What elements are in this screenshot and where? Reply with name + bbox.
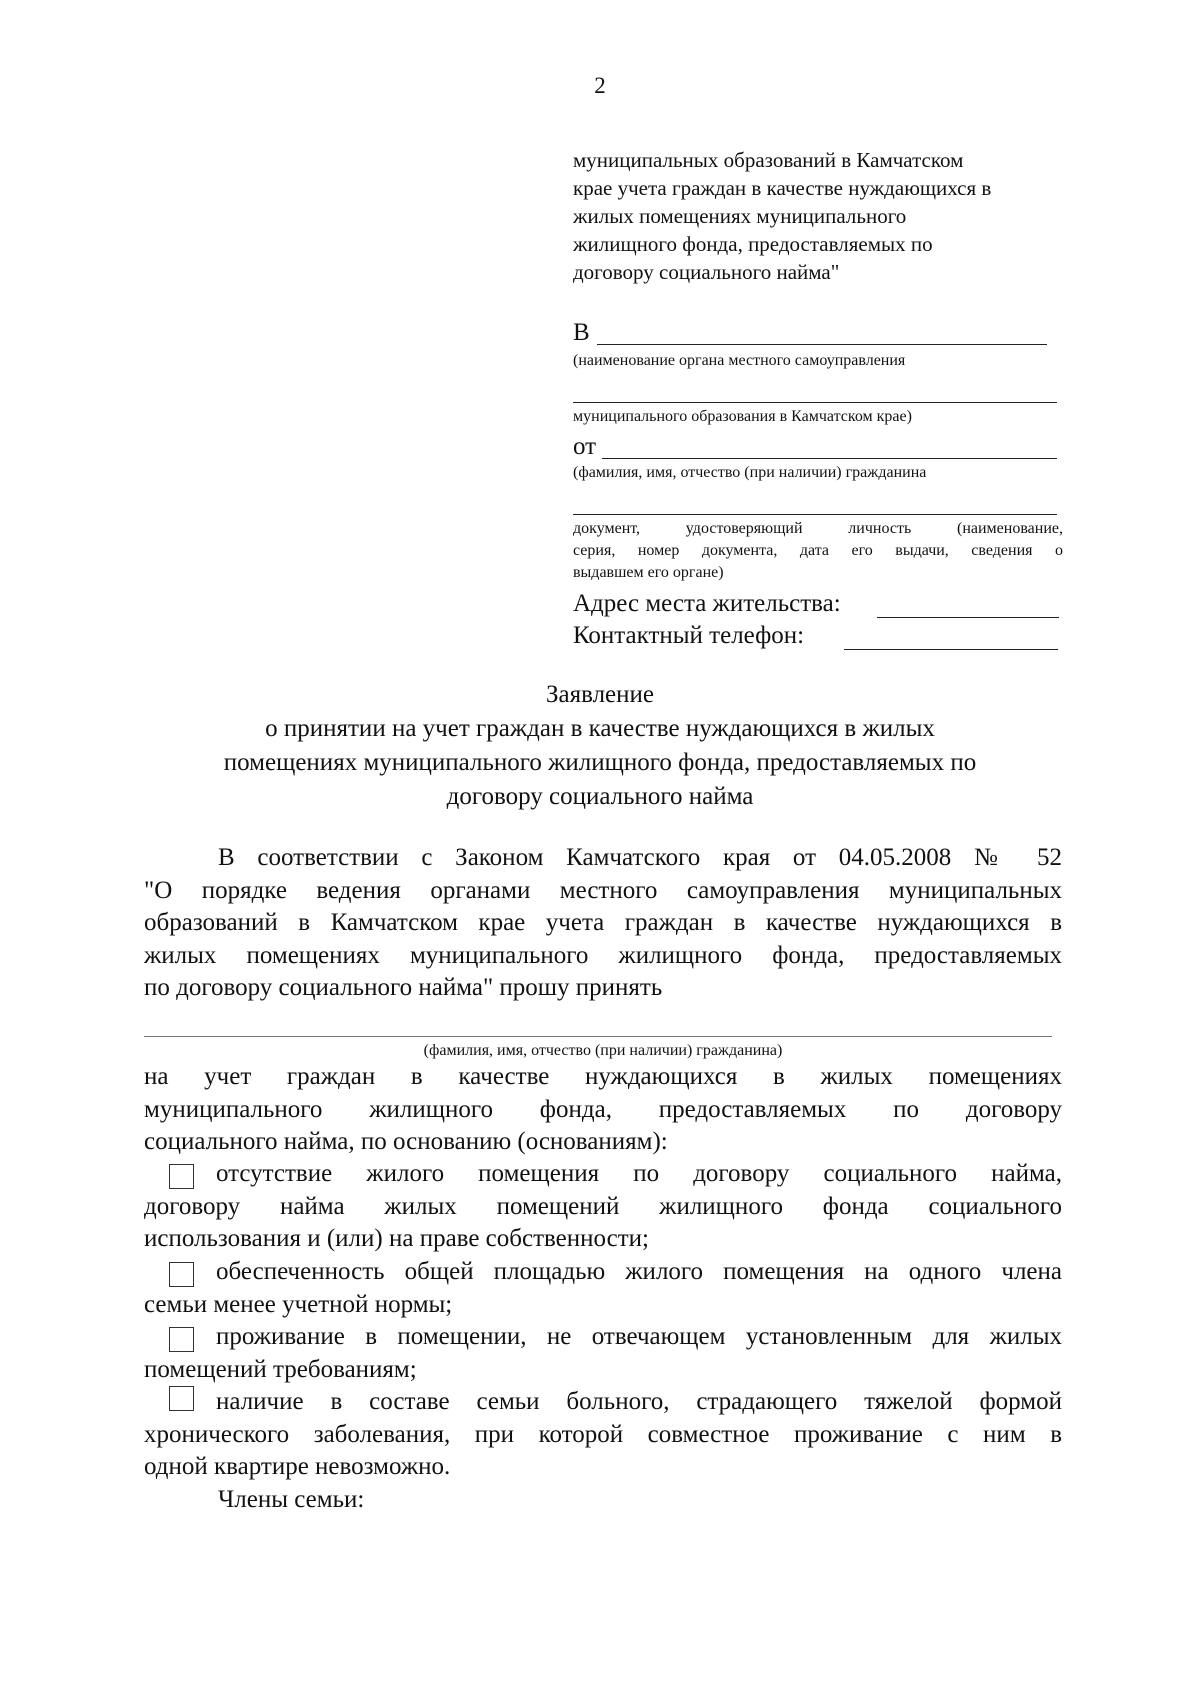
ground-line: отсутствие жилого помещения по договору социального найма, <box>216 1160 1062 1187</box>
phone-label: Контактный телефон: <box>573 622 805 649</box>
header-line: жилых помещениях муниципального <box>573 204 907 228</box>
ground-line: наличие в составе семьи больного, страдающего тяжелой формой <box>216 1388 1062 1415</box>
ground-line: хронического заболевания, при которой совместное проживание с ним в <box>144 1420 1062 1448</box>
paragraph-line: жилых помещениях муниципального жилищного фонда, предоставляемых <box>144 941 1062 969</box>
header-line: крае учета граждан в качестве нуждающихся в <box>573 176 992 200</box>
doc-caption-line: документ, удостоверяющий личность (наименование, <box>573 520 1063 537</box>
paragraph-line: образований в Камчатском крае учета граждан в качестве нуждающихся в <box>144 909 1062 936</box>
applicant-name-caption: (фамилия, имя, отчество (при наличии) гражданина <box>573 464 927 481</box>
ground-line: проживание в помещении, не отвечающем установленным для жилых <box>216 1323 1062 1350</box>
ground-line: договору найма жилых помещений жилищного фонда социального <box>144 1192 1062 1220</box>
authority-caption-1: (наименование органа местного самоуправления <box>573 352 906 369</box>
subtitle-line: договору социального найма <box>446 783 754 810</box>
header-line: жилищного фонда, предоставляемых по <box>573 232 933 256</box>
doc-caption-line: выдавшем его органе) <box>573 564 724 581</box>
authority-caption-2: муниципального образования в Камчатском крае) <box>573 408 912 425</box>
address-field[interactable] <box>877 617 1059 618</box>
ground-line: обеспеченность общей площадью жилого помещения на одного члена <box>216 1258 1062 1285</box>
header-continuation <box>573 146 1063 286</box>
header-line: договору социального найма" <box>573 260 840 284</box>
doc-caption-line: серия, номер документа, дата его выдачи, сведения о <box>573 542 1063 559</box>
ground-no-housing <box>144 1158 1062 1256</box>
subtitle-line: о принятии на учет граждан в качестве нуждающихся в жилых <box>265 715 935 742</box>
applicant-name-field[interactable] <box>602 458 1057 459</box>
ground-line: помещений требованиям; <box>144 1355 417 1383</box>
registration-paragraph <box>144 1061 1062 1159</box>
to-label: В <box>573 319 590 346</box>
citizen-name-caption: (фамилия, имя, отчество (при наличии) гражданина) <box>423 1042 783 1059</box>
document-subtitle <box>0 712 1200 814</box>
ground-unfit-housing <box>144 1321 1062 1386</box>
paragraph-line: муниципального жилищного фонда, предоставляемых по договору <box>144 1095 1062 1123</box>
ground-line: использования и (или) на праве собственности; <box>144 1225 649 1252</box>
intro-paragraph <box>144 842 1062 1005</box>
ground-below-norm <box>144 1256 1062 1321</box>
from-label: от <box>573 433 597 460</box>
paragraph-line: "О порядке ведения органами местного самоуправления муниципальных <box>144 876 1062 904</box>
paragraph-line: В соответствии с Законом Камчатского края от 04.05.2008 № 52 <box>218 844 1062 871</box>
document-title: Заявление <box>545 681 655 708</box>
paragraph-line: на учет граждан в качестве нуждающихся в жилых помещениях <box>144 1063 1062 1090</box>
paragraph-line: социального найма, по основанию (основаниям): <box>144 1128 668 1155</box>
identity-document-field[interactable] <box>573 514 1057 515</box>
municipality-field[interactable] <box>573 402 1057 403</box>
header-line: муниципальных образований в Камчатском <box>573 148 964 172</box>
ground-line: семьи менее учетной нормы; <box>144 1290 453 1318</box>
phone-field[interactable] <box>844 649 1058 650</box>
address-label: Адрес места жительства: <box>573 590 841 617</box>
ground-line: одной квартире невозможно. <box>144 1453 451 1480</box>
ground-chronic-illness <box>144 1386 1062 1484</box>
citizen-name-field[interactable] <box>144 1036 1052 1037</box>
authority-name-field[interactable] <box>597 344 1047 345</box>
subtitle-line: помещениях муниципального жилищного фонда, предоставляемых по <box>223 749 977 776</box>
paragraph-line: по договору социального найма" прошу принять <box>144 974 663 1001</box>
identity-document-caption <box>573 518 1063 584</box>
family-members-label: Члены семьи: <box>218 1486 365 1513</box>
page-number: 2 <box>594 73 606 98</box>
